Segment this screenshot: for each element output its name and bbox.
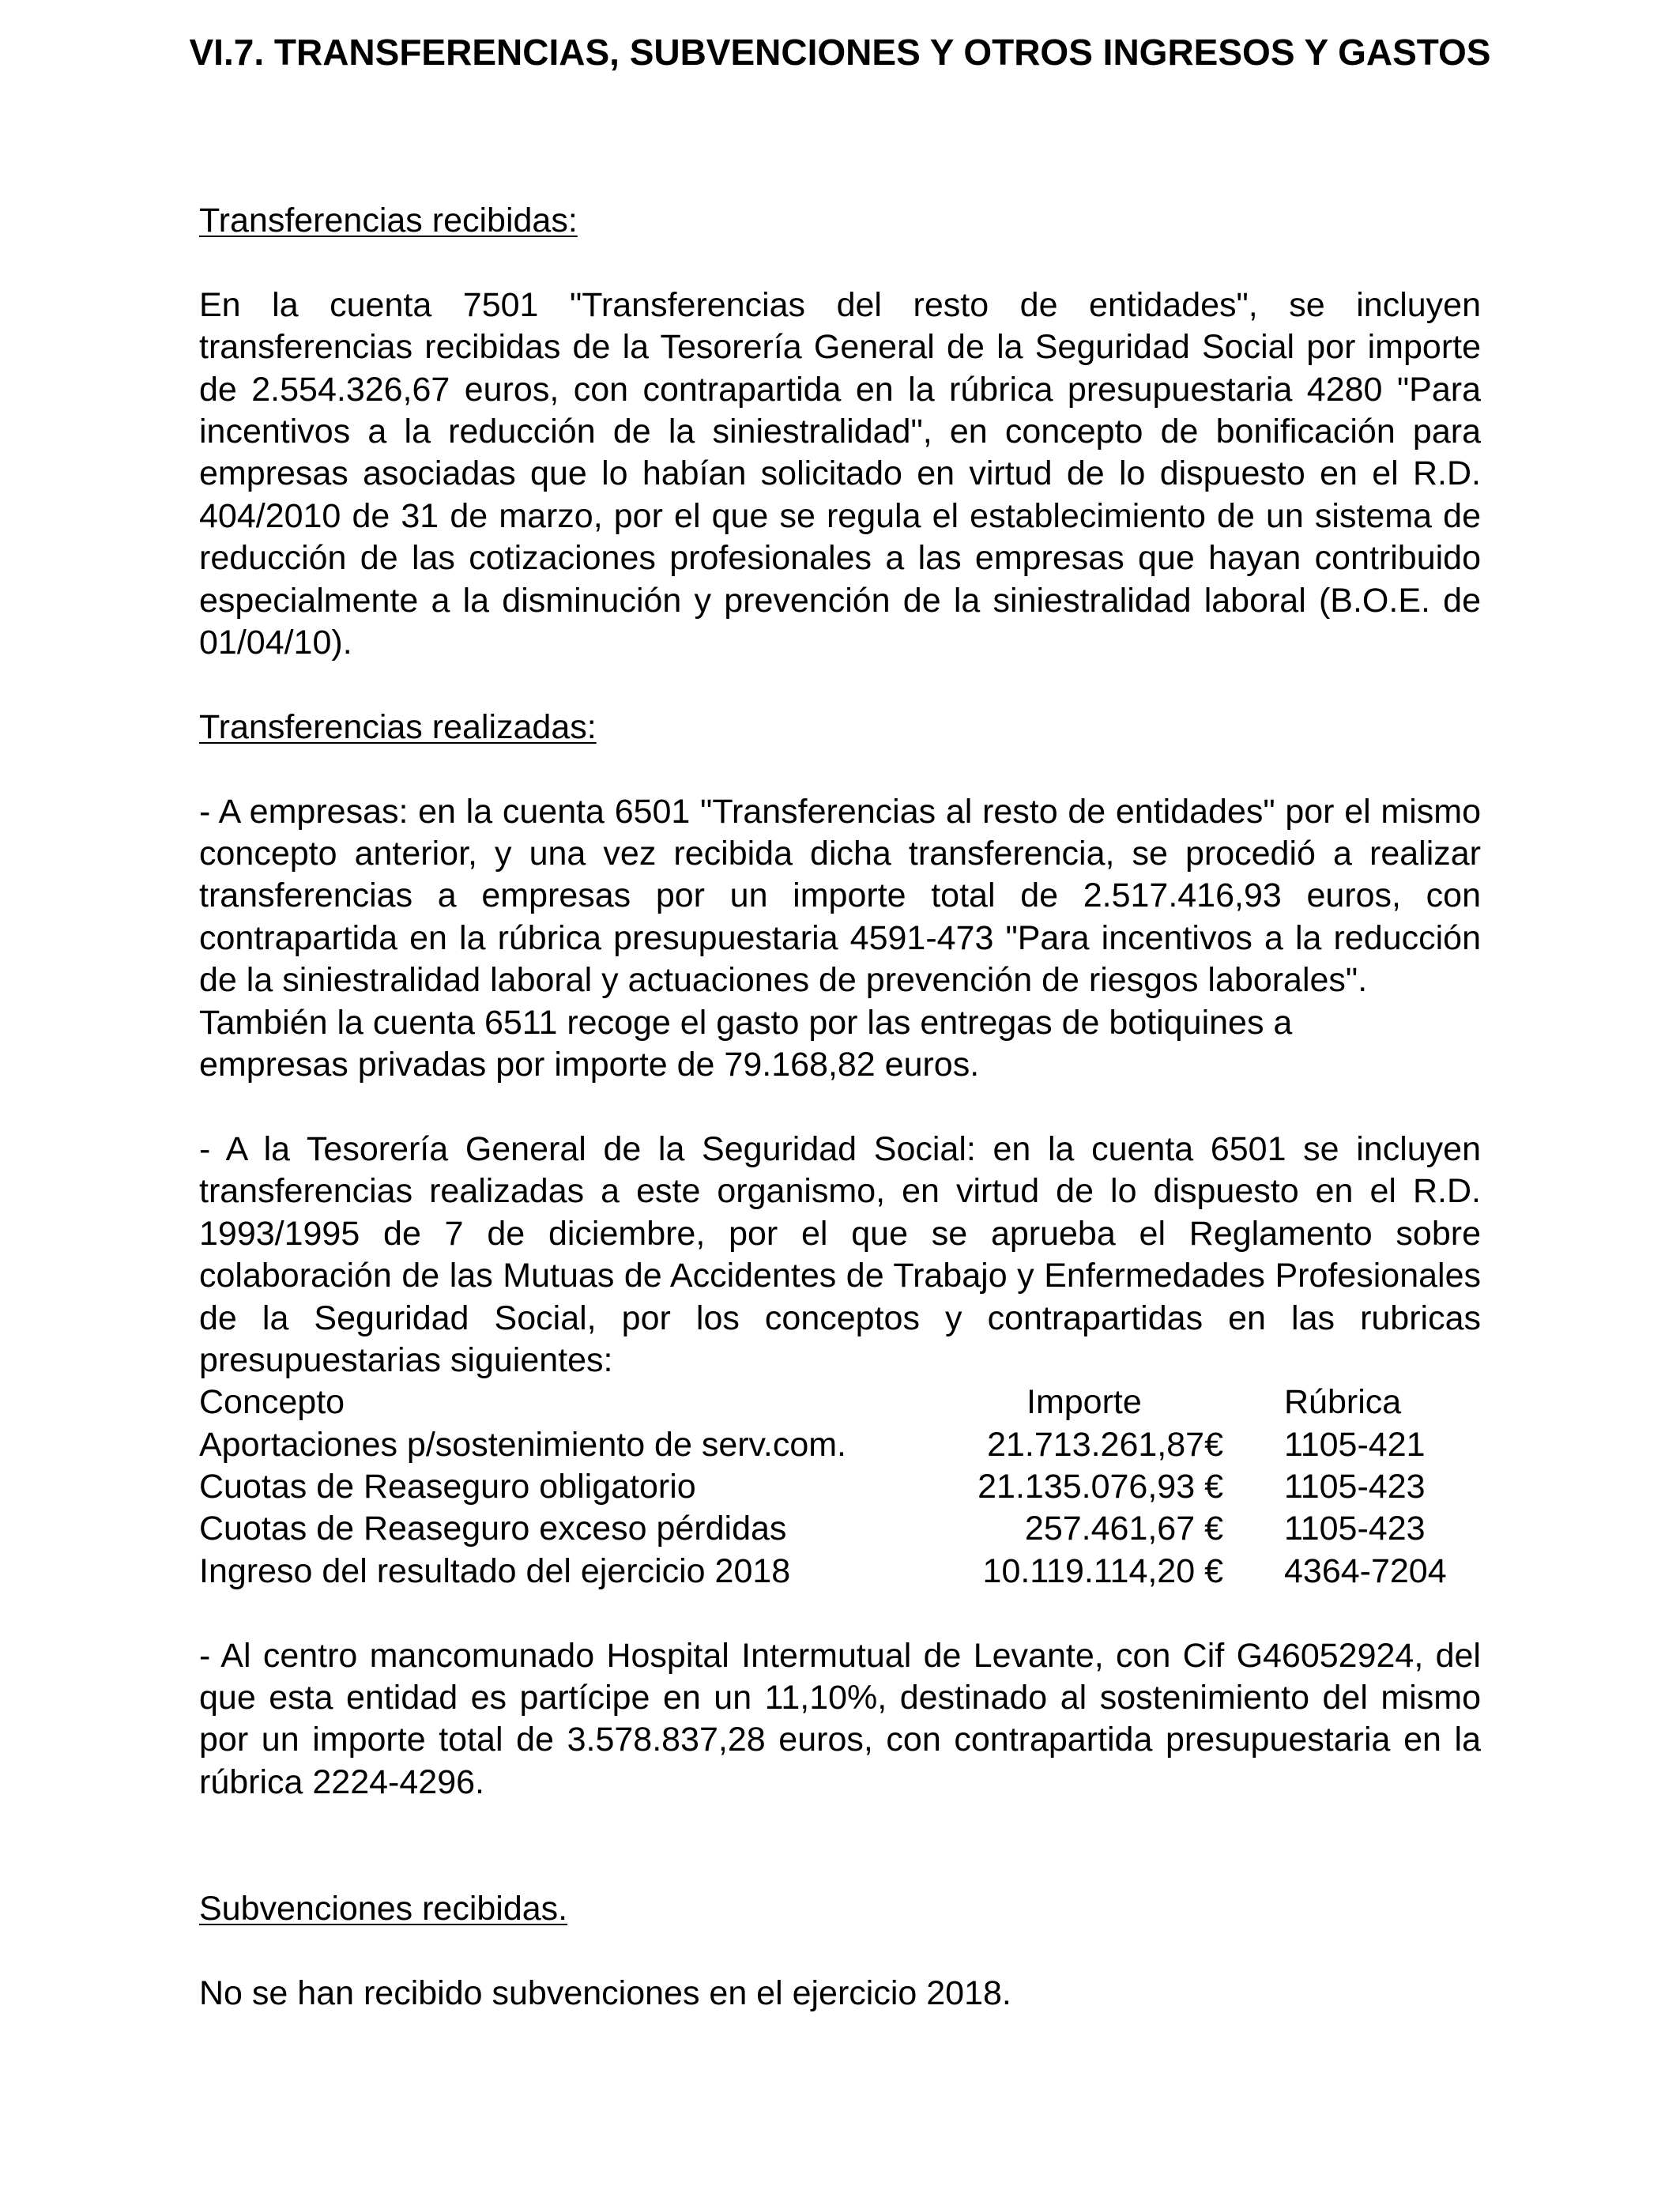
spacer [199, 1086, 1481, 1128]
page-title: VI.7. TRANSFERENCIAS, SUBVENCIONES Y OTROS INGRESOS Y GASTOS [189, 32, 1491, 73]
table-row [199, 1424, 1481, 1466]
table-row [199, 1508, 1481, 1550]
column-header-importe: Importe [1026, 1383, 1142, 1422]
table-row [199, 1551, 1481, 1593]
transfer-table [199, 1382, 1481, 1593]
cell-importe: 257.461,67 € [1024, 1510, 1223, 1548]
spacer [199, 664, 1481, 706]
heading-transferencias-realizadas: Transferencias realizadas: [199, 707, 597, 746]
column-header-rubrica: Rúbrica [1284, 1383, 1402, 1422]
spacer [199, 242, 1481, 284]
table-header-row [199, 1382, 1481, 1423]
cell-rubrica: 1105-421 [1284, 1425, 1426, 1464]
cell-importe: 21.713.261,87€ [987, 1425, 1223, 1464]
paragraph-tesoreria: - A la Tesorería General de la Seguridad Social: en la cuenta 6501 se incluyen transferencias realizadas a este organismo, en virtud de lo dispuesto en el R.D. 1993/1995 de 7 de diciembre, por el que se aprueba el Reglamento sobre colaboración de las Mutuas de Accidentes de Trabajo y Enfermedades Profesionales de la Seguridad Social, por los conceptos y contrapartidas en las rubricas presupuestarias siguientes: [199, 1129, 1481, 1379]
table-row [199, 1466, 1481, 1508]
cell-rubrica: 1105-423 [1284, 1468, 1426, 1506]
heading-transferencias-recibidas: Transferencias recibidas: [199, 202, 578, 239]
spacer [199, 748, 1481, 790]
spacer [199, 1804, 1481, 1888]
document-body [199, 200, 1481, 2015]
cell-concepto: Cuotas de Reaseguro exceso pérdidas [199, 1510, 787, 1548]
cell-concepto: Aportaciones p/sostenimiento de serv.com. [199, 1425, 846, 1464]
paragraph-a-empresas: - A empresas: en la cuenta 6501 "Transferencias al resto de entidades" por el mismo concepto anterior, y una vez recibida dicha transferencia, se procedió a realizar transferencias a empresas por un importe total de 2.517.416,93 euros, con contrapartida en la rúbrica presupuestaria 4591-473 "Para incentivos a la reducción de la siniestralidad laboral y actuaciones de prevención de riesgos laborales". [199, 792, 1481, 1000]
paragraph-botiquines-line-2: empresas privadas por importe de 79.168,82 euros. [199, 1046, 980, 1084]
cell-rubrica: 1105-423 [1284, 1510, 1426, 1548]
column-header-concepto: Concepto [199, 1383, 345, 1422]
cell-concepto: Ingreso del resultado del ejercicio 2018 [199, 1551, 791, 1590]
cell-rubrica: 4364-7204 [1284, 1551, 1447, 1590]
paragraph-transferencias-recibidas: En la cuenta 7501 "Transferencias del resto de entidades", se incluyen transferencias recibidas de la Tesorería General de la Seguridad Social por importe de 2.554.326,67 euros, con contrapartida en la rúbrica presupuestaria 4280 "Para incentivos a la reducción de la siniestralidad", en concepto de bonificación para empresas asociadas que lo habían solicitado en virtud de lo dispuesto en el R.D. 404/2010 de 31 de marzo, por el que se regula el establecimiento de un sistema de reducción de las cotizaciones profesionales a las empresas que hayan contribuido especialmente a la disminución y prevención de la siniestralidad laboral (B.O.E. de 01/04/10). [199, 285, 1481, 662]
paragraph-subvenciones: No se han recibido subvenciones en el ejercicio 2018. [199, 1973, 1011, 2012]
cell-importe: 10.119.114,20 € [982, 1551, 1223, 1590]
heading-subvenciones-recibidas: Subvenciones recibidas. [199, 1890, 568, 1928]
spacer [199, 1593, 1481, 1634]
paragraph-botiquines-line-1: También la cuenta 6511 recoge el gasto por las entregas de botiquines a [199, 1003, 1293, 1042]
cell-concepto: Cuotas de Reaseguro obligatorio [199, 1468, 696, 1506]
paragraph-hospital-intermutual: - Al centro mancomunado Hospital Intermutual de Levante, con Cif G46052924, del que esta entidad es partícipe en un 11,10%, destinado al sostenimiento del mismo por un importe total de 3.578.837,28 euros, con contrapartida presupuestaria en la rúbrica 2224-4296. [199, 1636, 1481, 1801]
cell-importe: 21.135.076,93 € [977, 1468, 1223, 1506]
spacer [199, 1930, 1481, 1972]
